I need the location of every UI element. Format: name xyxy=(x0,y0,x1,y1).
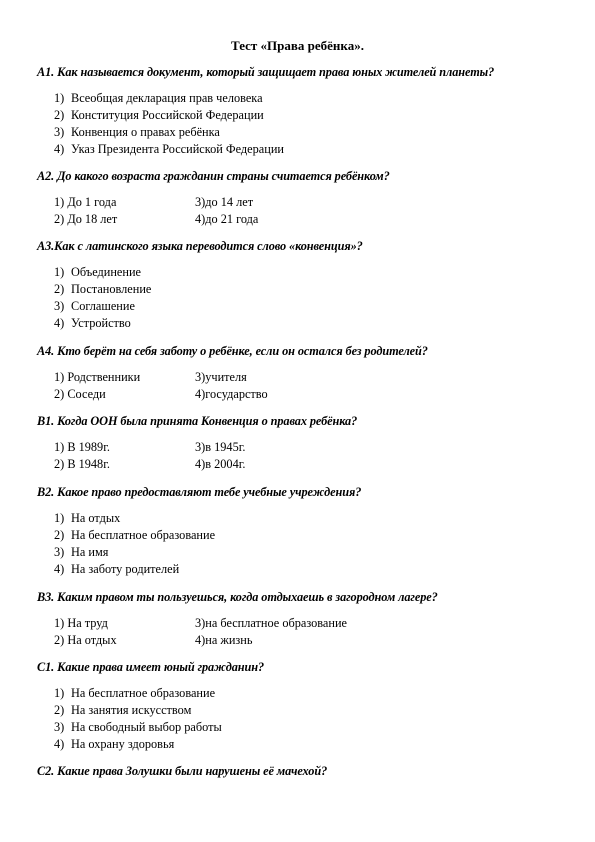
question-c1 xyxy=(37,659,577,753)
answer-row: 2) Соседи 4)государство xyxy=(54,387,268,401)
question-a3 xyxy=(37,238,577,332)
answer-options xyxy=(54,439,577,473)
answer-row: 1) В 1989г. 3)в 1945г. xyxy=(54,440,246,454)
answer-option: 1) Объединение xyxy=(54,265,141,279)
question-text: В1. Когда ООН была принята Конвенция о правах ребёнка? xyxy=(37,414,358,428)
question-c2 xyxy=(37,763,577,780)
answer-row: 2) В 1948г. 4)в 2004г. xyxy=(54,457,246,471)
question-text: С2. Какие права Золушки были нарушены её мачехой? xyxy=(37,764,328,778)
answer-row: 1) До 1 года 3)до 14 лет xyxy=(54,195,254,209)
answer-options xyxy=(54,685,577,753)
question-a1 xyxy=(37,64,577,158)
answer-options xyxy=(54,369,577,403)
answer-options xyxy=(54,264,577,332)
answer-row: 2) На отдых 4)на жизнь xyxy=(54,633,253,647)
answer-row: 2) До 18 лет 4)до 21 года xyxy=(54,212,259,226)
question-b3 xyxy=(37,589,577,649)
answer-option: 2) На занятия искусством xyxy=(54,703,192,717)
question-text: В3. Каким правом ты пользуешься, когда отдыхаешь в загородном лагере? xyxy=(37,590,438,604)
question-text: А1. Как называется документ, который защищает права юных жителей планеты? xyxy=(37,65,495,79)
answer-option: 3) Соглашение xyxy=(54,299,135,313)
question-b2 xyxy=(37,484,577,578)
answer-option: 3) На свободный выбор работы xyxy=(54,720,222,734)
answer-option: 2) Постановление xyxy=(54,282,152,296)
question-b1 xyxy=(37,413,577,473)
answer-option: 1) Всеобщая декларация прав человека xyxy=(54,91,263,105)
answer-option: 1) На бесплатное образование xyxy=(54,686,216,700)
question-text: В2. Какое право предоставляют тебе учебные учреждения? xyxy=(37,485,362,499)
answer-option: 1) На отдых xyxy=(54,511,121,525)
question-a2 xyxy=(37,168,577,228)
question-text: С1. Какие права имеет юный гражданин? xyxy=(37,660,264,674)
question-text: А4. Кто берёт на себя заботу о ребёнке, если он остался без родителей? xyxy=(37,344,428,358)
question-text: А2. До какого возраста гражданин страны считается ребёнком? xyxy=(37,169,390,183)
answer-row: 1) На труд 3)на бесплатное образование xyxy=(54,616,347,630)
answer-option: 3) Конвенция о правах ребёнка xyxy=(54,125,220,139)
answer-option: 4) Устройство xyxy=(54,316,131,330)
answer-options xyxy=(54,615,577,649)
answer-options xyxy=(54,510,577,578)
question-a4 xyxy=(37,343,577,403)
answer-option: 2) Конституция Российской Федерации xyxy=(54,108,264,122)
answer-option: 4) На охрану здоровья xyxy=(54,737,175,751)
answer-options xyxy=(54,90,577,158)
answer-option: 2) На бесплатное образование xyxy=(54,528,216,542)
answer-option: 4) На заботу родителей xyxy=(54,562,180,576)
question-text: А3.Как с латинского языка переводится слово «конвенция»? xyxy=(37,239,363,253)
answer-row: 1) Родственники 3)учителя xyxy=(54,370,247,384)
answer-option: 3) На имя xyxy=(54,545,109,559)
answer-options xyxy=(54,194,577,228)
page-title: Тест «Права ребёнка». xyxy=(231,38,364,53)
answer-option: 4) Указ Президента Российской Федерации xyxy=(54,142,284,156)
